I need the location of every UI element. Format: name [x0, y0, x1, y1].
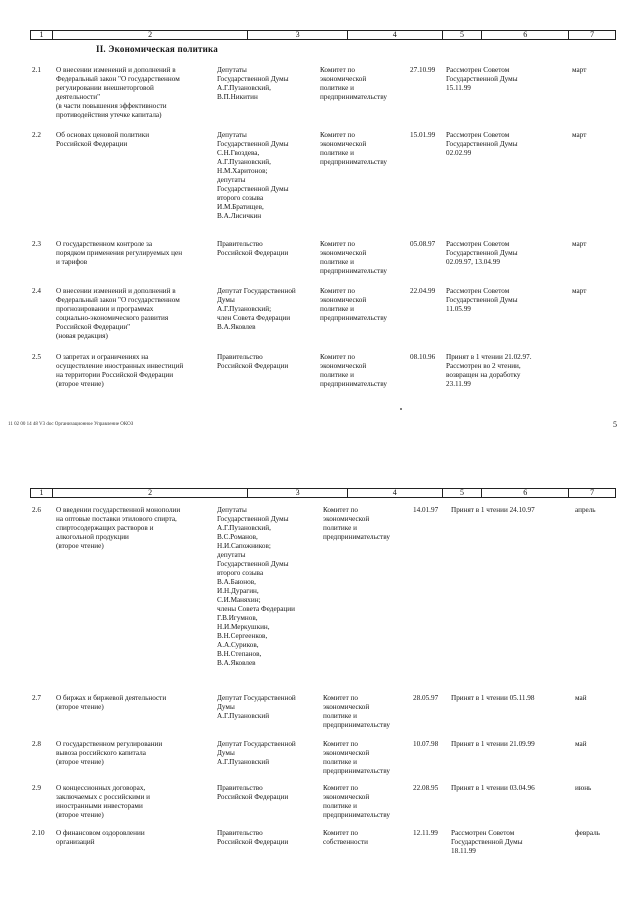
- responsible-committee-line: политике и: [323, 524, 357, 532]
- column-number: 7: [590, 488, 595, 497]
- bill-authors: [217, 131, 317, 221]
- bill-authors: [217, 694, 317, 721]
- bill-status-line: Государственной Думы: [446, 296, 518, 304]
- item-number: 2.10: [32, 829, 45, 837]
- submission-date: 28.05.97: [413, 694, 439, 702]
- bill-authors-line: В.П.Никитин: [217, 93, 258, 101]
- responsible-committee-line: политике и: [323, 712, 357, 720]
- document-page-2: [0, 478, 640, 900]
- bill-authors-line: В.Н.Степанов,: [217, 650, 262, 658]
- bill-authors-line: Думы: [217, 703, 235, 711]
- bill-title: [56, 740, 214, 767]
- bill-authors-line: Государственной Думы: [217, 515, 289, 523]
- item-number: 2.2: [32, 131, 41, 139]
- bill-status: [446, 287, 556, 314]
- bill-authors-line: Думы: [217, 296, 235, 304]
- column-number: 4: [348, 31, 443, 39]
- submission-date: 22.04.99: [410, 287, 436, 295]
- item-number: 2.5: [32, 353, 41, 361]
- bill-authors-line: Н.И.Меркушкин,: [217, 623, 270, 631]
- bill-title-line: противодействия утечке капитала): [56, 111, 162, 119]
- column-number: 4: [348, 489, 443, 497]
- scan-speck: [400, 408, 402, 410]
- bill-title-line: организаций: [56, 838, 95, 846]
- bill-title-line: (новая редакция): [56, 332, 108, 340]
- bill-title: [56, 506, 214, 551]
- responsible-committee-line: Комитет по: [320, 353, 355, 361]
- bill-authors-line: А.Г.Пузановский;: [217, 305, 272, 313]
- section-title: II. Экономическая политика: [96, 44, 219, 54]
- bill-authors-line: Российской Федерации: [217, 249, 289, 257]
- submission-date: 05.08.97: [410, 240, 436, 248]
- responsible-committee-line: Комитет по: [323, 694, 358, 702]
- responsible-committee: [320, 240, 410, 276]
- column-number: 1: [31, 489, 53, 497]
- column-number: 2: [53, 489, 248, 497]
- bill-status: [446, 131, 556, 158]
- responsible-committee-line: Комитет по: [320, 66, 355, 74]
- bill-authors-line: А.Г.Пузановский,: [217, 524, 271, 532]
- bill-title-line: Российской Федерации": [56, 323, 131, 331]
- responsible-committee-line: Комитет по: [323, 740, 358, 748]
- responsible-committee-line: предпринимательству: [320, 314, 387, 322]
- bill-authors: [217, 353, 317, 371]
- bill-title-line: регулировании внешнеторговой: [56, 84, 154, 92]
- bill-status: [451, 506, 561, 515]
- responsible-committee-line: Комитет по: [320, 240, 355, 248]
- planned-month: март: [572, 240, 587, 248]
- bill-status: [451, 740, 561, 749]
- submission-date: 12.11.99: [413, 829, 438, 837]
- bill-title-line: алкогольной продукции: [56, 533, 129, 541]
- bill-authors-line: Государственной Думы: [217, 75, 289, 83]
- bill-authors-line: В.А.Баюнов,: [217, 578, 256, 586]
- responsible-committee-line: собственности: [323, 838, 368, 846]
- column-number: 2: [53, 31, 248, 39]
- column-number: 6: [482, 31, 569, 39]
- bill-title-line: Федеральный закон "О государственном: [56, 296, 180, 304]
- responsible-committee-line: политике и: [320, 371, 354, 379]
- column-number: 5: [443, 31, 483, 39]
- bill-title-line: деятельности": [56, 93, 101, 101]
- bill-authors-line: В.А.Яковлев: [217, 323, 256, 331]
- bill-status: [451, 784, 561, 793]
- document-page-1: [0, 0, 640, 440]
- bill-title: [56, 66, 214, 120]
- bill-title-line: О введении государственной монополии: [56, 506, 181, 514]
- bill-title-line: социально-экономического развития: [56, 314, 169, 322]
- bill-title: [56, 240, 214, 267]
- responsible-committee-line: экономической: [320, 140, 367, 148]
- bill-authors-line: член Совета Федерации: [217, 314, 291, 322]
- responsible-committee-line: политике и: [320, 258, 354, 266]
- bill-authors-line: депутаты: [217, 176, 246, 184]
- page-number: 5: [613, 420, 617, 429]
- bill-authors-line: А.Г.Пузановский: [217, 758, 270, 766]
- bill-authors-line: С.И.Маняхин;: [217, 596, 261, 604]
- responsible-committee: [323, 506, 413, 542]
- column-number: 3: [248, 489, 348, 497]
- bill-title-line: и тарифов: [56, 258, 88, 266]
- bill-authors-line: А.А.Суриков,: [217, 641, 259, 649]
- responsible-committee: [323, 784, 413, 820]
- responsible-committee-line: предпринимательству: [323, 533, 390, 541]
- planned-month: март: [572, 287, 587, 295]
- bill-title-line: (в части повышения эффективности: [56, 102, 167, 110]
- responsible-committee-line: предпринимательству: [320, 267, 387, 275]
- planned-month: апрель: [575, 506, 596, 514]
- bill-title: [56, 784, 214, 820]
- submission-date: 27.10.99: [410, 66, 436, 74]
- responsible-committee-line: экономической: [320, 249, 367, 257]
- bill-authors-line: Депутаты: [217, 506, 247, 514]
- column-number: 6: [482, 489, 569, 497]
- responsible-committee-line: предпринимательству: [320, 380, 387, 388]
- bill-status-line: Государственной Думы: [446, 75, 518, 83]
- bill-status-line: Государственной Думы: [451, 838, 523, 846]
- responsible-committee-line: предпринимательству: [323, 811, 390, 819]
- bill-authors-line: второго созыва: [217, 569, 264, 577]
- planned-month: февраль: [575, 829, 600, 837]
- bill-status-line: Рассмотрен Советом: [446, 131, 510, 139]
- bill-title-line: (второе чтение): [56, 811, 104, 819]
- submission-date: 08.10.96: [410, 353, 436, 361]
- bill-authors: [217, 740, 317, 767]
- bill-title-line: О государственном контроле за: [56, 240, 153, 248]
- bill-authors-line: И.Н.Дурагин,: [217, 587, 259, 595]
- bill-title-line: О внесении изменений и дополнений в: [56, 66, 176, 74]
- bill-authors-line: Государственной Думы: [217, 140, 289, 148]
- bill-authors: [217, 506, 317, 668]
- bill-status: [446, 240, 556, 267]
- responsible-committee-line: экономической: [320, 362, 367, 370]
- bill-authors-line: второго созыва: [217, 194, 264, 202]
- bill-title: [56, 694, 214, 712]
- responsible-committee-line: экономической: [320, 75, 367, 83]
- responsible-committee: [320, 66, 410, 102]
- column-number: 7: [590, 30, 595, 39]
- bill-title-line: О запретах и ограничениях на: [56, 353, 149, 361]
- submission-date: 14.01.97: [413, 506, 439, 514]
- bill-title: [56, 353, 214, 389]
- responsible-committee-line: политике и: [320, 149, 354, 157]
- bill-title-line: О внесении изменений и дополнений в: [56, 287, 176, 295]
- bill-authors-line: Г.В.Игумнов,: [217, 614, 258, 622]
- bill-authors-line: А.Г.Пузановский,: [217, 84, 271, 92]
- bill-authors-line: И.М.Братищев,: [217, 203, 264, 211]
- responsible-committee-line: предпринимательству: [323, 721, 390, 729]
- responsible-committee-line: Комитет по: [323, 829, 358, 837]
- bill-status-line: возвращен на доработку: [446, 371, 521, 379]
- bill-authors-line: В.А.Яковлев: [217, 659, 256, 667]
- column-number: 3: [248, 31, 348, 39]
- bill-title-line: Российской Федерации: [56, 140, 128, 148]
- bill-status-line: 15.11.99: [446, 84, 471, 92]
- bill-authors-line: В.С.Романов,: [217, 533, 258, 541]
- bill-authors-line: Думы: [217, 749, 235, 757]
- responsible-committee-line: политике и: [320, 305, 354, 313]
- bill-authors-line: А.Г.Пузановский: [217, 712, 270, 720]
- bill-status-line: Государственной Думы: [446, 249, 518, 257]
- bill-title-line: прогнозировании и программах: [56, 305, 154, 313]
- bill-status-line: Принят в 1 чтении 21.02.97.: [446, 353, 532, 361]
- bill-title-line: спиртосодержащих растворов и: [56, 524, 154, 532]
- responsible-committee: [323, 829, 413, 847]
- responsible-committee-line: политике и: [323, 758, 357, 766]
- bill-status: [446, 66, 556, 93]
- item-number: 2.4: [32, 287, 41, 295]
- bill-title-line: Об основах ценовой политики: [56, 131, 150, 139]
- bill-status-line: Рассмотрен во 2 чтении,: [446, 362, 521, 370]
- submission-date: 22.08.95: [413, 784, 439, 792]
- item-number: 2.7: [32, 694, 41, 702]
- responsible-committee: [320, 287, 410, 323]
- bill-title-line: О финансовом оздоровлении: [56, 829, 145, 837]
- bill-authors-line: Российской Федерации: [217, 838, 289, 846]
- bill-status-line: Принят в 1 чтении 21.09.99: [451, 740, 535, 748]
- bill-authors-line: Правительство: [217, 240, 263, 248]
- bill-title-line: Федеральный закон "О государственном: [56, 75, 180, 83]
- responsible-committee-line: предпринимательству: [320, 93, 387, 101]
- bill-status-line: Принят в 1 чтении 05.11.98: [451, 694, 535, 702]
- responsible-committee-line: экономической: [323, 703, 370, 711]
- bill-title-line: на территории Российской Федерации: [56, 371, 174, 379]
- bill-authors-line: Российской Федерации: [217, 362, 289, 370]
- bill-authors-line: Н.М.Харитонов;: [217, 167, 268, 175]
- bill-status-line: Рассмотрен Советом: [446, 240, 510, 248]
- bill-status: [446, 353, 556, 389]
- bill-status-line: 11.05.99: [446, 305, 471, 313]
- bill-title-line: заключаемых с российскими и: [56, 793, 150, 801]
- planned-month: июнь: [575, 784, 592, 792]
- item-number: 2.1: [32, 66, 41, 74]
- bill-authors: [217, 287, 317, 332]
- bill-authors-line: Депутаты: [217, 131, 247, 139]
- bill-authors: [217, 240, 317, 258]
- bill-authors-line: Депутат Государственной: [217, 740, 296, 748]
- bill-status-line: Принят в 1 чтении 03.04.96: [451, 784, 535, 792]
- column-number-header: [30, 488, 616, 498]
- bill-title: [56, 287, 214, 341]
- bill-status-line: 18.11.99: [451, 847, 476, 855]
- column-number: 1: [31, 31, 53, 39]
- bill-authors-line: Правительство: [217, 353, 263, 361]
- bill-status-line: 02.02.99: [446, 149, 472, 157]
- planned-month: май: [575, 694, 587, 702]
- bill-authors-line: Депутат Государственной: [217, 287, 296, 295]
- bill-title-line: О государственном регулировании: [56, 740, 163, 748]
- bill-title-line: (второе чтение): [56, 380, 104, 388]
- responsible-committee-line: экономической: [323, 749, 370, 757]
- bill-status: [451, 694, 561, 703]
- bill-status-line: Рассмотрен Советом: [446, 287, 510, 295]
- responsible-committee-line: Комитет по: [323, 506, 358, 514]
- bill-title-line: осуществление иностранных инвестиций: [56, 362, 184, 370]
- planned-month: май: [575, 740, 587, 748]
- bill-authors-line: Правительство: [217, 784, 263, 792]
- bill-authors-line: В.А.Лисичкин: [217, 212, 262, 220]
- bill-authors: [217, 829, 317, 847]
- responsible-committee: [323, 740, 413, 776]
- bill-status-line: Государственной Думы: [446, 140, 518, 148]
- bill-title-line: (второе чтение): [56, 758, 104, 766]
- responsible-committee: [320, 353, 410, 389]
- responsible-committee: [320, 131, 410, 167]
- bill-title-line: вывоза российского капитала: [56, 749, 146, 757]
- responsible-committee-line: политике и: [323, 802, 357, 810]
- bill-authors-line: С.Н.Гвоздева,: [217, 149, 260, 157]
- responsible-committee-line: политике и: [320, 84, 354, 92]
- bill-authors-line: Н.И.Сапожников;: [217, 542, 271, 550]
- bill-status-line: 02.09.97, 13.04.99: [446, 258, 500, 266]
- bill-title-line: (второе чтение): [56, 542, 104, 550]
- bill-authors-line: Депутат Государственной: [217, 694, 296, 702]
- bill-status-line: Рассмотрен Советом: [451, 829, 515, 837]
- bill-authors-line: Российской Федерации: [217, 793, 289, 801]
- planned-month: март: [572, 66, 587, 74]
- bill-title-line: на оптовые поставки этилового спирта,: [56, 515, 177, 523]
- responsible-committee: [323, 694, 413, 730]
- planned-month: март: [572, 131, 587, 139]
- bill-authors-line: Депутаты: [217, 66, 247, 74]
- responsible-committee-line: предпринимательству: [320, 158, 387, 166]
- responsible-committee-line: Комитет по: [320, 131, 355, 139]
- responsible-committee-line: Комитет по: [320, 287, 355, 295]
- file-info-footer: 11 02 00 14 48 V3 doc Организационное Управление ОКОЗ: [8, 422, 134, 427]
- submission-date: 15.01.99: [410, 131, 436, 139]
- bill-authors-line: А.Г.Пузановский,: [217, 158, 271, 166]
- responsible-committee-line: Комитет по: [323, 784, 358, 792]
- submission-date: 10.07.98: [413, 740, 439, 748]
- bill-title-line: (второе чтение): [56, 703, 104, 711]
- bill-authors-line: Государственной Думы: [217, 560, 289, 568]
- bill-title-line: О концессионных договорах,: [56, 784, 146, 792]
- bill-title-line: О биржах и биржевой деятельности: [56, 694, 167, 702]
- bill-status-line: 23.11.99: [446, 380, 471, 388]
- bill-title-line: порядком применения регулируемых цен: [56, 249, 183, 257]
- bill-authors: [217, 784, 317, 802]
- responsible-committee-line: экономической: [323, 515, 370, 523]
- responsible-committee-line: экономической: [323, 793, 370, 801]
- bill-authors: [217, 66, 317, 102]
- item-number: 2.6: [32, 506, 41, 514]
- item-number: 2.8: [32, 740, 41, 748]
- column-number-header: [30, 30, 616, 40]
- column-number: 5: [443, 489, 483, 497]
- bill-status-line: Принят в 1 чтении 24.10.97: [451, 506, 535, 514]
- item-number: 2.9: [32, 784, 41, 792]
- bill-status-line: Рассмотрен Советом: [446, 66, 510, 74]
- responsible-committee-line: предпринимательству: [323, 767, 390, 775]
- item-number: 2.3: [32, 240, 41, 248]
- bill-authors-line: В.Н.Сергеенков,: [217, 632, 268, 640]
- bill-title-line: иностранными инвесторами: [56, 802, 143, 810]
- bill-title: [56, 131, 214, 149]
- bill-authors-line: члены Совета Федерации: [217, 605, 295, 613]
- bill-authors-line: депутаты: [217, 551, 246, 559]
- bill-authors-line: Правительство: [217, 829, 263, 837]
- responsible-committee-line: экономической: [320, 296, 367, 304]
- bill-authors-line: Государственной Думы: [217, 185, 289, 193]
- bill-status: [451, 829, 561, 856]
- bill-title: [56, 829, 214, 847]
